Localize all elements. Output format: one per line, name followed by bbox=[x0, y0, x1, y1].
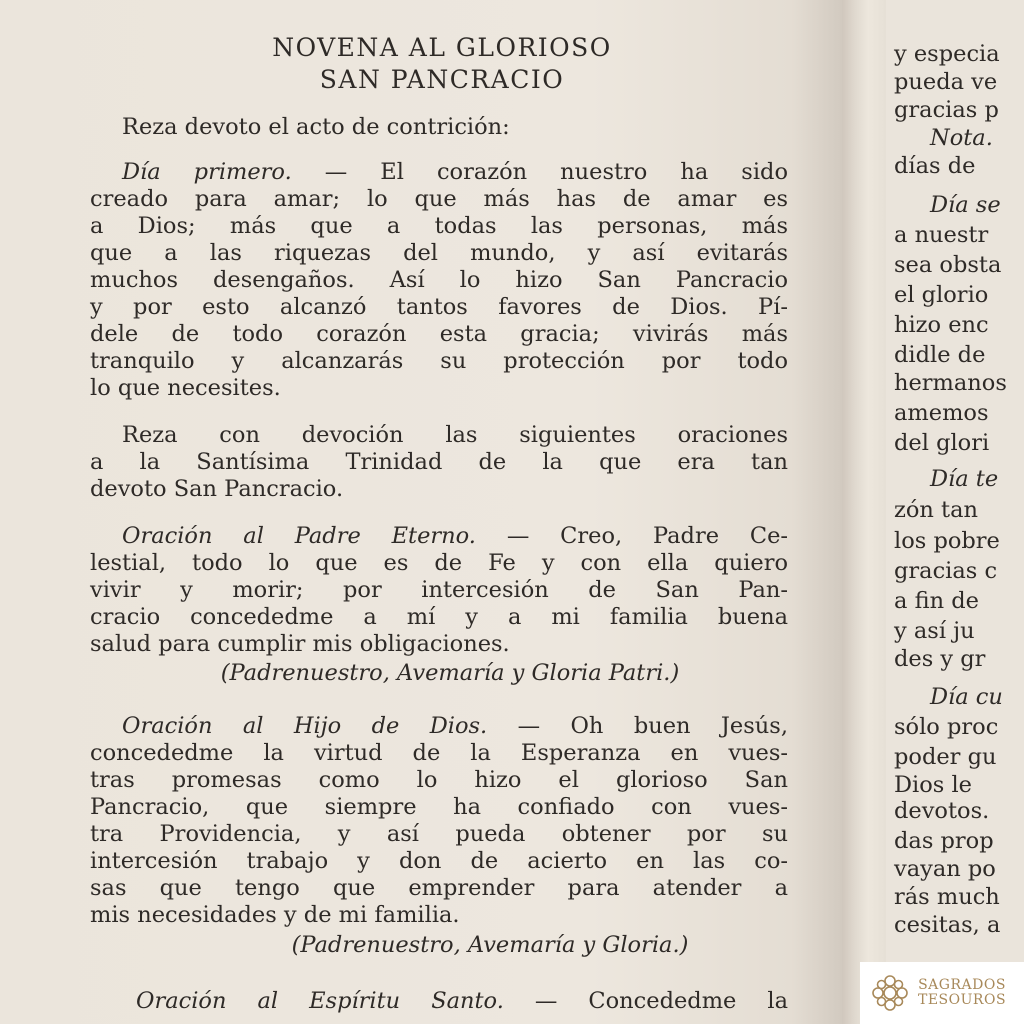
padre-text-1: — Creo, Padre Ce- bbox=[475, 523, 788, 549]
dia-primero-line-6: y por esto alcanzó tantos favores de Dios. Pí- bbox=[90, 294, 788, 320]
right-line: hizo enc bbox=[894, 312, 989, 338]
espiritu-label: Oración al Espíritu Santo. bbox=[136, 988, 504, 1014]
right-line: Nota. bbox=[930, 125, 993, 151]
right-line: Día te bbox=[930, 466, 999, 492]
hijo-line-5: tra Providencia, y así pueda obtener por su bbox=[90, 821, 788, 847]
right-line: rás much bbox=[894, 884, 1000, 910]
watermark-line-2: TESOUROS bbox=[918, 992, 1007, 1008]
watermark bbox=[860, 962, 1024, 1024]
right-line: hermanos bbox=[894, 370, 1007, 396]
padre-line-2: lestial, todo lo que es de Fe y con ella quiero bbox=[90, 550, 788, 576]
hijo-response: (Padrenuestro, Avemaría y Gloria.) bbox=[291, 932, 689, 958]
hijo-line-2: concededme la virtud de la Esperanza en vues- bbox=[90, 740, 788, 766]
page-fold bbox=[842, 0, 886, 1024]
hijo-text-1: — Oh buen Jesús, bbox=[487, 713, 788, 739]
right-line: y especia bbox=[894, 41, 1000, 67]
reza-line-2: a la Santísima Trinidad de la que era tan bbox=[90, 449, 788, 475]
hijo-line-8: mis necesidades y de mi familia. bbox=[90, 902, 460, 928]
right-line: sea obsta bbox=[894, 252, 1002, 278]
hijo-label: Oración al Hijo de Dios. bbox=[122, 713, 488, 739]
right-line: poder gu bbox=[894, 744, 997, 770]
padre-label: Oración al Padre Eterno. bbox=[122, 523, 476, 549]
hijo-line-7: sas que tengo que emprender para atender a bbox=[90, 875, 788, 901]
title-line-2: SAN PANCRACIO bbox=[319, 65, 565, 94]
right-line: gracias p bbox=[894, 97, 999, 123]
right-line: Día cu bbox=[930, 684, 1003, 710]
padre-line-1 bbox=[122, 523, 788, 550]
ornament-logo-icon bbox=[868, 971, 912, 1015]
intro-line: Reza devoto el acto de contrición: bbox=[122, 114, 510, 140]
right-line: a nuestr bbox=[894, 222, 989, 248]
right-line: devotos. bbox=[894, 798, 990, 824]
right-line: y así ju bbox=[894, 618, 975, 644]
right-line: das prop bbox=[894, 828, 994, 854]
dia-primero-line-3: a Dios; más que a todas las personas, más bbox=[90, 213, 788, 239]
right-line: Dios le bbox=[894, 772, 972, 798]
title-line-1: NOVENA AL GLORIOSO bbox=[272, 33, 612, 62]
padre-line-5: salud para cumplir mis obligaciones. bbox=[90, 631, 510, 657]
right-line: des y gr bbox=[894, 646, 986, 672]
hijo-line-3: tras promesas como lo hizo el glorioso San bbox=[90, 767, 788, 793]
right-line: pueda ve bbox=[894, 69, 998, 95]
right-line: vayan po bbox=[894, 856, 996, 882]
right-line: zón tan bbox=[894, 497, 978, 523]
right-line: del glori bbox=[894, 430, 990, 456]
dia-primero-line-2: creado para amar; lo que más has de amar es bbox=[90, 186, 788, 212]
dia-primero-line-8: tranquilo y alcanzarás su protección por todo bbox=[90, 348, 788, 374]
right-line: gracias c bbox=[894, 558, 998, 584]
hijo-line-4: Pancracio, que siempre ha confiado con vues- bbox=[90, 794, 788, 820]
padre-line-3: vivir y morir; por intercesión de San Pan- bbox=[90, 577, 788, 603]
right-line: Día se bbox=[930, 192, 1001, 218]
right-line: cesitas, a bbox=[894, 912, 1001, 938]
dia-primero-line-4: que a las riquezas del mundo, y así evitarás bbox=[90, 240, 788, 266]
watermark-text bbox=[918, 978, 1006, 1008]
right-line: didle de bbox=[894, 342, 986, 368]
espiritu-text-1: — Concededme la bbox=[503, 988, 788, 1014]
dia-primero-line-5: muchos desengaños. Así lo hizo San Pancracio bbox=[90, 267, 788, 293]
right-line: el glorio bbox=[894, 282, 989, 308]
right-line: días de bbox=[894, 153, 976, 179]
dia-primero-line-1 bbox=[122, 159, 788, 186]
right-line: a fin de bbox=[894, 588, 979, 614]
padre-line-4: cracio concededme a mí y a mi familia buena bbox=[90, 604, 788, 630]
right-line: amemos bbox=[894, 400, 989, 426]
hijo-line-6: intercesión trabajo y don de acierto en las co- bbox=[90, 848, 788, 874]
reza-line-1: Reza con devoción las siguientes oraciones bbox=[122, 422, 788, 448]
right-line: los pobre bbox=[894, 528, 1000, 554]
hijo-line-1 bbox=[122, 713, 788, 740]
right-page bbox=[886, 0, 1024, 1024]
dia-primero-line-7: dele de todo corazón esta gracia; vivirás más bbox=[90, 321, 788, 347]
padre-response: (Padrenuestro, Avemaría y Gloria Patri.) bbox=[220, 660, 680, 686]
watermark-line-1: SAGRADOS bbox=[918, 977, 1006, 993]
right-line: sólo proc bbox=[894, 714, 999, 740]
espiritu-line-1 bbox=[136, 988, 788, 1015]
dia-primero-line-9: lo que necesites. bbox=[90, 375, 281, 401]
dia-primero-text-1: — El corazón nuestro ha sido bbox=[291, 159, 788, 185]
dia-primero-label: Día primero. bbox=[122, 159, 292, 185]
reza-line-3: devoto San Pancracio. bbox=[90, 476, 344, 502]
